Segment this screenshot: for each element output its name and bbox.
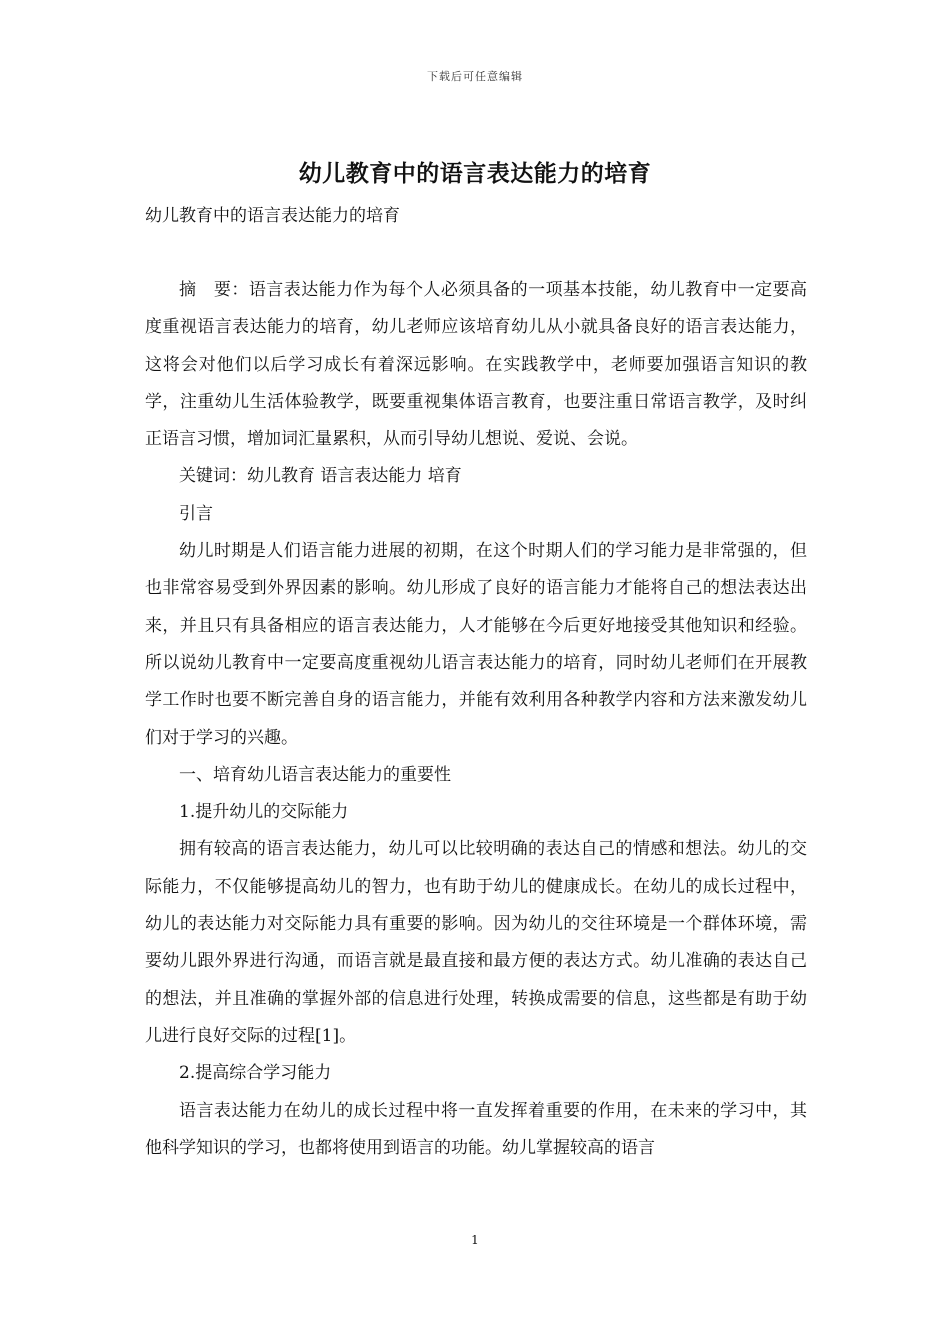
page-number: 1 [471, 1233, 479, 1247]
abstract-paragraph: 摘 要：语言表达能力作为每个人必须具备的一项基本技能，幼儿教育中一定要高度重视语言表达能力的培育，幼儿老师应该培育幼儿从小就具备良好的语言表达能力，这将会对他们以后学习成长有着深远影响。在实践教学中，老师要加强语言知识的教学，注重幼儿生活体验教学，既要重视集体语言教育，也要注重日常语言教学，及时纠正语言习惯，增加词汇量累积，从而引导幼儿想说、爱说、会说。 [145, 280, 807, 450]
subsection-heading-1-1: 1.提升幼儿的交际能力 [179, 802, 349, 823]
document-body [145, 272, 807, 1167]
page-header-note: 下载后可任意编辑 [427, 70, 523, 83]
introduction-paragraph: 幼儿时期是人们语言能力进展的初期，在这个时期人们的学习能力是非常强的，但也非常容易受到外界因素的影响。幼儿形成了良好的语言能力才能将自己的想法表达出来，并且只有具备相应的语言表达能力，人才能够在今后更好地接受其他知识和经验。所以说幼儿教育中一定要高度重视幼儿语言表达能力的培育，同时幼儿老师们在开展教学工作时也要不断完善自身的语言能力，并能有效利用各种教学内容和方法来激发幼儿们对于学习的兴趣。 [145, 541, 807, 748]
subsection-heading-1-2: 2.提高综合学习能力 [179, 1063, 332, 1084]
keywords-line: 关键词：幼儿教育 语言表达能力 培育 [179, 466, 462, 487]
body-paragraph: 拥有较高的语言表达能力，幼儿可以比较明确的表达自己的情感和想法。幼儿的交际能力，不仅能够提高幼儿的智力，也有助于幼儿的健康成长。在幼儿的成长过程中，幼儿的表达能力对交际能力具有重要的影响。因为幼儿的交往环境是一个群体环境，需要幼儿跟外界进行沟通，而语言就是最直接和最方便的表达方式。幼儿准确的表达自己的想法，并且准确的掌握外部的信息进行处理，转换成需要的信息，这些都是有助于幼儿进行良好交际的过程[1]。 [145, 839, 807, 1046]
section-heading-1: 一、培育幼儿语言表达能力的重要性 [179, 764, 451, 785]
section-heading-introduction: 引言 [179, 503, 213, 524]
document-title: 幼儿教育中的语言表达能力的培育 [298, 160, 652, 187]
document-subtitle: 幼儿教育中的语言表达能力的培育 [145, 206, 400, 226]
body-paragraph: 语言表达能力在幼儿的成长过程中将一直发挥着重要的作用，在未来的学习中，其他科学知识的学习，也都将使用到语言的功能。幼儿掌握较高的语言 [145, 1100, 807, 1158]
